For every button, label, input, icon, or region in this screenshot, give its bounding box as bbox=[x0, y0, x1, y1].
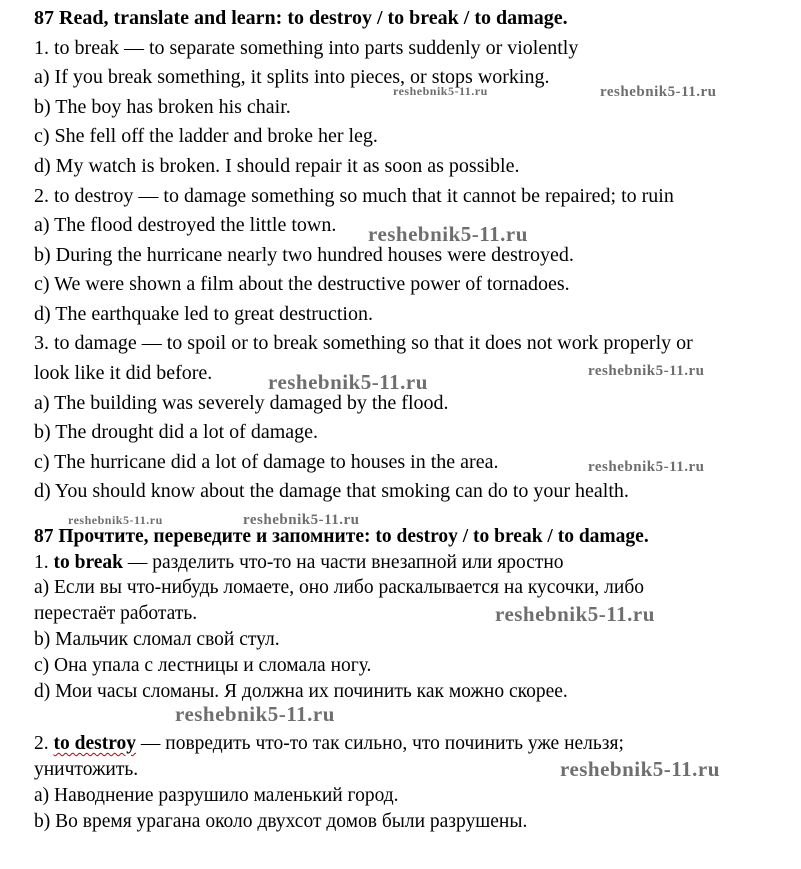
destroy-example-a: a) The flood destroyed the little town. bbox=[34, 214, 337, 236]
break-example-b: b) The boy has broken his chair. bbox=[34, 96, 291, 118]
destroy-definition: 2. to destroy — to damage something so much that it cannot be repaired; to ruin bbox=[34, 185, 674, 207]
ru-break-example-c: c) Она упала с лестницы и сломала ногу. bbox=[34, 655, 372, 676]
damage-example-c: c) The hurricane did a lot of damage to houses in the area. bbox=[34, 451, 499, 473]
destroy-example-b: b) During the hurricane nearly two hundred houses were destroyed. bbox=[34, 244, 574, 266]
ru-break-definition bbox=[34, 551, 564, 575]
ru-destroy-meaning: — повредить что-то так сильно, что починить уже нельзя; bbox=[136, 733, 624, 754]
watermark-text: reshebnik5-11.ru bbox=[588, 459, 705, 475]
ru-break-example-d: d) Мои часы сломаны. Я должна их починить как можно скорее. bbox=[34, 681, 568, 702]
ru-break-term: to break bbox=[53, 552, 124, 573]
damage-definition-line1: 3. to damage — to spoil or to break something so that it does not work properly or bbox=[34, 332, 693, 354]
ru-break-example-a-line2: перестаёт работать. bbox=[34, 603, 198, 624]
watermark-text: reshebnik5-11.ru bbox=[600, 84, 717, 100]
ru-destroy-definition bbox=[34, 732, 624, 756]
damage-example-b: b) The drought did a lot of damage. bbox=[34, 421, 319, 443]
watermark-text: reshebnik5-11.ru bbox=[560, 757, 720, 781]
break-example-d: d) My watch is broken. I should repair it as soon as possible. bbox=[34, 155, 520, 177]
ru-destroy-example-b: b) Во время урагана около двухсот домов были разрушены. bbox=[34, 811, 528, 832]
destroy-example-c: c) We were shown a film about the destructive power of tornadoes. bbox=[34, 273, 570, 295]
watermark-text: reshebnik5-11.ru bbox=[243, 512, 360, 528]
watermark-text: reshebnik5-11.ru bbox=[495, 602, 655, 626]
ru-destroy-term: to destroy bbox=[53, 733, 137, 754]
break-definition: 1. to break — to separate something into parts suddenly or violently bbox=[34, 37, 579, 59]
watermark-text: reshebnik5-11.ru bbox=[268, 370, 428, 394]
ru-destroy-definition-line2: уничтожить. bbox=[34, 759, 139, 780]
ru-destroy-number: 2. bbox=[34, 733, 54, 754]
english-heading: 87 Read, translate and learn: to destroy / to break / to damage. bbox=[34, 7, 568, 29]
ru-break-example-b: b) Мальчик сломал свой стул. bbox=[34, 629, 280, 650]
watermark-text: reshebnik5-11.ru bbox=[368, 222, 528, 246]
destroy-example-d: d) The earthquake led to great destruction. bbox=[34, 303, 373, 325]
watermark-text: reshebnik5-11.ru bbox=[68, 513, 163, 527]
break-example-a: a) If you break something, it splits into pieces, or stops working. bbox=[34, 66, 550, 88]
russian-heading: 87 Прочтите, переведите и запомните: to destroy / to break / to damage. bbox=[34, 526, 649, 547]
ru-break-example-a-line1: a) Если вы что-нибудь ломаете, оно либо раскалывается на кусочки, либо bbox=[34, 577, 645, 598]
ru-break-meaning: — разделить что-то на части внезапной или яростно bbox=[123, 552, 564, 573]
watermark-text: reshebnik5-11.ru bbox=[175, 702, 335, 726]
ru-destroy-example-a: a) Наводнение разрушило маленький город. bbox=[34, 785, 399, 806]
damage-example-d: d) You should know about the damage that smoking can do to your health. bbox=[34, 480, 629, 502]
damage-example-a: a) The building was severely damaged by the flood. bbox=[34, 392, 449, 414]
watermark-text: reshebnik5-11.ru bbox=[588, 363, 705, 379]
watermark-text: reshebnik5-11.ru bbox=[393, 84, 488, 98]
break-example-c: c) She fell off the ladder and broke her leg. bbox=[34, 125, 378, 147]
ru-break-number: 1. bbox=[34, 552, 54, 573]
damage-definition-line2: look like it did before. bbox=[34, 362, 213, 384]
